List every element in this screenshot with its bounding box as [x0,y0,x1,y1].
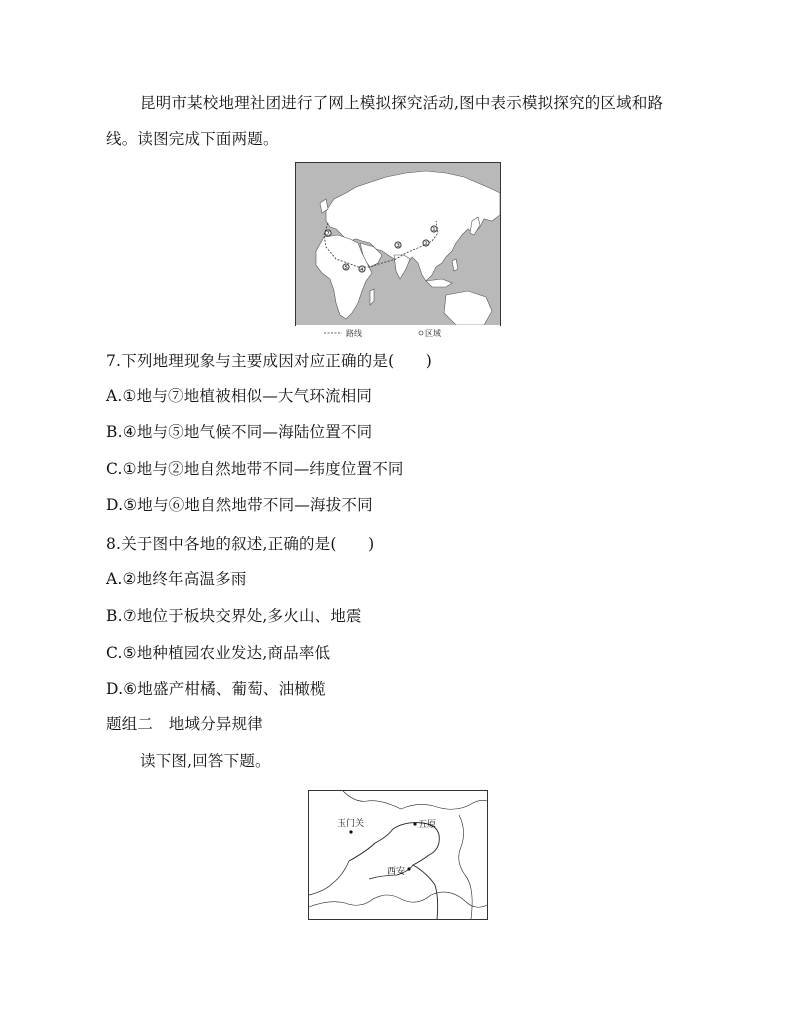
border-line-east [459,815,472,919]
xian-label: 西安 [387,867,406,877]
question-7-option-b: B.④地与⑤地气候不同—海陆位置不同 [106,423,373,441]
region-label-7: ⑦ [324,229,332,238]
question-7-option-d: D.⑤地与⑥地自然地带不同—海拔不同 [106,496,373,514]
river-tributary-west [309,861,349,895]
question-8-option-a: A.②地终年高温多雨 [106,570,247,588]
region-label-4: ④ [358,265,366,274]
intro-line-2: 线。读图完成下面两题。 [106,130,279,148]
question-8-option-c: C.⑤地种植园农业发达,商品率低 [106,644,331,662]
wuyuan-point [413,822,416,825]
section-instruction: 读下图,回答下题。 [140,752,271,770]
question-8-stem: 8.关于图中各地的叙述,正确的是( ) [106,535,375,553]
legend-background [296,325,500,341]
region-label-2: ② [422,239,430,248]
border-line-north [343,791,487,809]
question-8-option-b: B.⑦地位于板块交界处,多火山、地震 [106,607,362,625]
region-label-3: ③ [394,241,402,250]
question-7-option-a: A.①地与⑦地植被相似—大气环流相同 [106,387,373,405]
border-line-south [309,892,487,907]
china-northwest-map-svg [309,791,487,919]
legend-region-label: 区域 [425,329,441,338]
region-label-5: ⑤ [342,263,350,272]
question-8-option-d: D.⑥地盛产柑橘、葡萄、油橄榄 [106,680,326,698]
china-northwest-map [308,790,488,920]
intro-line-1: 昆明市某校地理社团进行了网上模拟探究活动,图中表示模拟探究的区域和路 [140,94,664,112]
world-route-map-svg [296,163,500,341]
legend-region-symbol [419,331,423,335]
yumenguan-label: 玉门关 [337,819,365,829]
region-label-1: ① [430,225,438,234]
section-title: 题组二 地域分异规律 [106,715,264,733]
wuyuan-label: 五原 [418,820,437,830]
xian-point [407,867,410,870]
question-7-option-c: C.①地与②地自然地带不同—纬度位置不同 [106,460,404,478]
question-7-stem: 7.下列地理现象与主要成因对应正确的是( ) [106,352,432,370]
yumenguan-point [349,830,352,833]
legend-route-label: 路线 [346,329,362,338]
world-route-map [295,162,501,338]
